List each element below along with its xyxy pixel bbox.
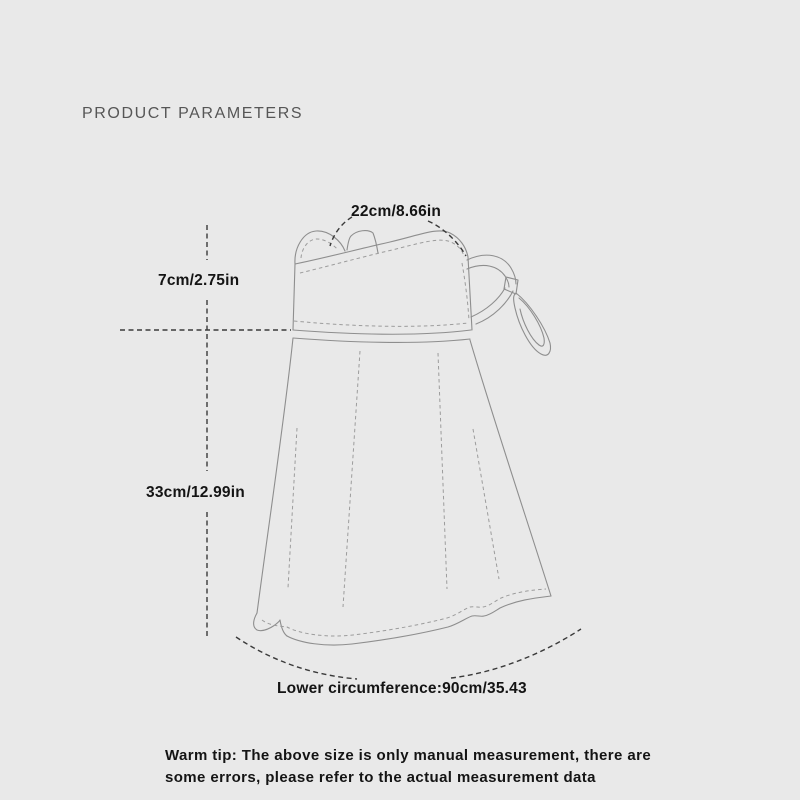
warm-tip-note xyxy=(165,745,651,789)
dress-sketch xyxy=(254,231,551,645)
warm-tip-line-1: Warm tip: The above size is only manual measurement, there are xyxy=(165,747,652,764)
page-title: PRODUCT PARAMETERS xyxy=(82,105,304,122)
label-skirt-length: 33cm/12.99in xyxy=(146,484,245,501)
label-bodice-height: 7cm/2.75in xyxy=(158,272,240,289)
label-lower-circumference: Lower circumference:90cm/35.43 xyxy=(277,680,527,697)
label-top-width: 22cm/8.66in xyxy=(351,203,442,220)
stitch-lines xyxy=(262,239,546,636)
warm-tip-line-2: some errors, please refer to the actual measurement data xyxy=(165,769,596,786)
